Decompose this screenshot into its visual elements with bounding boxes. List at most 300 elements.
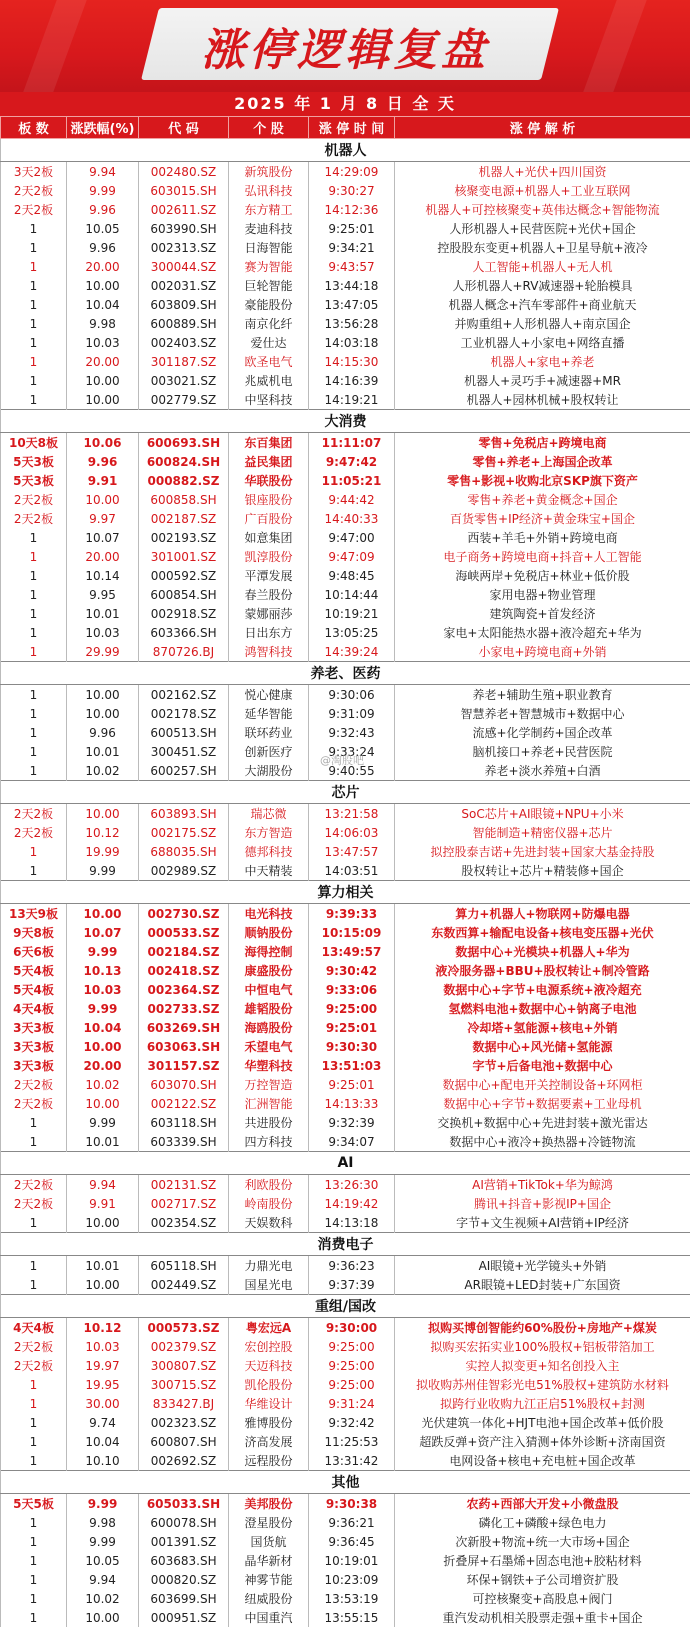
table-row[interactable] [1,471,690,490]
stock-name-cell: 平潭发展 [229,566,309,585]
stock-name-cell: 凯淳股份 [229,547,309,566]
limit-time-cell: 11:11:07 [309,433,395,453]
boards-cell: 3天3板 [1,1037,67,1056]
section-header [1,1152,690,1175]
stock-name-cell: 豪能股份 [229,295,309,314]
limit-time-cell: 14:19:42 [309,1194,395,1213]
table-row[interactable] [1,1608,690,1627]
table-row[interactable] [1,980,690,999]
analysis-cell: 机器人+光伏+四川国资 [395,162,690,182]
boards-cell: 1 [1,528,67,547]
limit-time-cell: 9:25:00 [309,1375,395,1394]
change-cell: 10.04 [67,1432,139,1451]
boards-cell: 1 [1,1113,67,1132]
section-title: 重组/国改 [1,1295,690,1318]
table-row[interactable] [1,1589,690,1608]
boards-cell: 4天4板 [1,1318,67,1338]
section-header [1,410,690,433]
boards-cell: 1 [1,685,67,705]
limit-time-cell: 9:32:42 [309,1413,395,1432]
title-banner [0,0,690,92]
code-cell: 002918.SZ [139,604,229,623]
stock-name-cell: 海得控制 [229,942,309,961]
code-cell: 002364.SZ [139,980,229,999]
table-row[interactable] [1,1413,690,1432]
stock-name-cell: 东方智造 [229,823,309,842]
change-cell: 20.00 [67,352,139,371]
table-row[interactable] [1,1532,690,1551]
limit-time-cell: 9:39:33 [309,904,395,924]
change-cell: 10.05 [67,219,139,238]
boards-cell: 1 [1,1513,67,1532]
code-cell: 603063.SH [139,1037,229,1056]
table-row[interactable] [1,276,690,295]
limit-time-cell: 9:44:42 [309,490,395,509]
table-row[interactable] [1,1194,690,1213]
analysis-cell: 小家电+跨境电商+外销 [395,642,690,662]
limit-time-cell: 13:53:19 [309,1589,395,1608]
boards-cell: 1 [1,1132,67,1152]
table-row[interactable] [1,1494,690,1514]
stock-name-cell: 南京化纤 [229,314,309,333]
stock-name-cell: 国星光电 [229,1275,309,1295]
change-cell: 10.00 [67,276,139,295]
limit-time-cell: 9:25:00 [309,999,395,1018]
table-row[interactable] [1,1394,690,1413]
table-row[interactable] [1,371,690,390]
table-row[interactable] [1,238,690,257]
analysis-cell: 拟购买宏拓实业100%股权+铝板带箔加工 [395,1337,690,1356]
code-cell: 002178.SZ [139,704,229,723]
boards-cell: 1 [1,257,67,276]
table-row[interactable] [1,566,690,585]
limit-time-cell: 9:36:45 [309,1532,395,1551]
table-row[interactable] [1,314,690,333]
code-cell: 002989.SZ [139,861,229,881]
table-row[interactable] [1,704,690,723]
table-row[interactable] [1,1018,690,1037]
analysis-cell: 磷化工+磷酸+绿色电力 [395,1513,690,1532]
stock-name-cell: 澄星股份 [229,1513,309,1532]
stock-name-cell: 国货航 [229,1532,309,1551]
boards-cell: 1 [1,566,67,585]
boards-cell: 1 [1,761,67,781]
change-cell: 10.00 [67,390,139,410]
boards-cell: 2天2板 [1,490,67,509]
boards-cell: 1 [1,604,67,623]
boards-cell: 1 [1,1432,67,1451]
analysis-cell: 电子商务+跨境电商+抖音+人工智能 [395,547,690,566]
change-cell: 9.99 [67,861,139,881]
analysis-cell: AI营销+TikTok+华为鲸鸿 [395,1175,690,1195]
boards-cell: 10天8板 [1,433,67,453]
code-cell: 600078.SH [139,1513,229,1532]
code-cell: 603893.SH [139,804,229,824]
stock-name-cell: 中国重汽 [229,1608,309,1627]
limit-time-cell: 10:15:09 [309,923,395,942]
table-row[interactable] [1,433,690,453]
analysis-cell: 字节+后备电池+数据中心 [395,1056,690,1075]
stock-name-cell: 汇洲智能 [229,1094,309,1113]
stock-name-cell: 神雾节能 [229,1570,309,1589]
table-row[interactable] [1,1037,690,1056]
code-cell: 603699.SH [139,1589,229,1608]
change-cell: 9.74 [67,1413,139,1432]
code-cell: 603683.SH [139,1551,229,1570]
boards-cell: 1 [1,1375,67,1394]
boards-cell: 1 [1,1256,67,1276]
boards-cell: 1 [1,1532,67,1551]
limit-time-cell: 13:31:42 [309,1451,395,1471]
change-cell: 10.00 [67,1094,139,1113]
table-row[interactable] [1,999,690,1018]
analysis-cell: 液冷服务器+BBU+股权转让+制冷管路 [395,961,690,980]
change-cell: 19.97 [67,1356,139,1375]
code-cell: 603070.SH [139,1075,229,1094]
analysis-cell: 氢燃料电池+数据中心+钠离子电池 [395,999,690,1018]
stock-name-cell: 瑞芯微 [229,804,309,824]
code-cell: 002313.SZ [139,238,229,257]
table-row[interactable] [1,723,690,742]
analysis-cell: 西装+羊毛+外销+跨境电商 [395,528,690,547]
analysis-cell: 冷却塔+氢能源+核电+外销 [395,1018,690,1037]
boards-cell: 2天2板 [1,1337,67,1356]
change-cell: 9.96 [67,200,139,219]
code-cell: 605118.SH [139,1256,229,1276]
analysis-cell: 养老+淡水养殖+白酒 [395,761,690,781]
table-row[interactable] [1,1337,690,1356]
header-row [1,117,690,139]
boards-cell: 1 [1,547,67,566]
table-row[interactable] [1,1094,690,1113]
header-analysis: 涨 停 解 析 [395,117,690,139]
boards-cell: 5天4板 [1,980,67,999]
change-cell: 10.12 [67,1318,139,1338]
code-cell: 301001.SZ [139,547,229,566]
table-row[interactable] [1,162,690,182]
boards-cell: 1 [1,314,67,333]
boards-cell: 2天2板 [1,1356,67,1375]
boards-cell: 3天3板 [1,1056,67,1075]
section-header [1,139,690,162]
analysis-cell: 家电+太阳能热水器+液冷超充+华为 [395,623,690,642]
header-code: 代 码 [139,117,229,139]
code-cell: 688035.SH [139,842,229,861]
stock-name-cell: 顺钠股份 [229,923,309,942]
limit-time-cell: 9:33:24 [309,742,395,761]
change-cell: 10.01 [67,1132,139,1152]
table-row[interactable] [1,1551,690,1570]
table-row[interactable] [1,181,690,200]
boards-cell: 2天2板 [1,1175,67,1195]
code-cell: 002730.SZ [139,904,229,924]
section-title: 大消费 [1,410,690,433]
table-row[interactable] [1,352,690,371]
change-cell: 9.99 [67,999,139,1018]
analysis-cell: 核聚变电源+机器人+工业互联网 [395,181,690,200]
limit-time-cell: 9:30:42 [309,961,395,980]
code-cell: 603015.SH [139,181,229,200]
table-row[interactable] [1,942,690,961]
stock-name-cell: 天娱数科 [229,1213,309,1233]
analysis-cell: 折叠屏+石墨烯+固态电池+胶粘材料 [395,1551,690,1570]
code-cell: 000820.SZ [139,1570,229,1589]
stock-name-cell: 中坚科技 [229,390,309,410]
limit-time-cell: 13:55:15 [309,1608,395,1627]
table-row[interactable] [1,257,690,276]
stock-name-cell: 济高发展 [229,1432,309,1451]
table-row[interactable] [1,1275,690,1295]
code-cell: 600824.SH [139,452,229,471]
table-row[interactable] [1,1113,690,1132]
change-cell: 10.01 [67,604,139,623]
analysis-cell: 零售+影视+收购北京SKP旗下资产 [395,471,690,490]
table-row[interactable] [1,390,690,410]
table-row[interactable] [1,1256,690,1276]
boards-cell: 1 [1,723,67,742]
stock-name-cell: 兆威机电 [229,371,309,390]
limit-time-cell: 9:30:27 [309,181,395,200]
code-cell: 600807.SH [139,1432,229,1451]
analysis-cell: 并购重组+人形机器人+南京国企 [395,314,690,333]
table-row[interactable] [1,804,690,824]
stock-name-cell: 雅博股份 [229,1413,309,1432]
boards-cell: 1 [1,1570,67,1589]
limit-time-cell: 13:26:30 [309,1175,395,1195]
stock-name-cell: 联环药业 [229,723,309,742]
table-row[interactable] [1,333,690,352]
table-row[interactable] [1,200,690,219]
change-cell: 9.99 [67,1532,139,1551]
table-row[interactable] [1,295,690,314]
analysis-cell: 零售+养老+黄金概念+国企 [395,490,690,509]
change-cell: 20.00 [67,547,139,566]
section-header [1,881,690,904]
limit-time-cell: 14:15:30 [309,352,395,371]
change-cell: 10.00 [67,1037,139,1056]
analysis-cell: 建筑陶瓷+首发经济 [395,604,690,623]
analysis-cell: SoC芯片+AI眼镜+NPU+小米 [395,804,690,824]
table-row[interactable] [1,490,690,509]
limit-time-cell: 14:13:33 [309,1094,395,1113]
code-cell: 000951.SZ [139,1608,229,1627]
section-header [1,662,690,685]
code-cell: 003021.SZ [139,371,229,390]
stock-name-cell: 东百集团 [229,433,309,453]
boards-cell: 1 [1,238,67,257]
table-row[interactable] [1,1451,690,1471]
code-cell: 002162.SZ [139,685,229,705]
page-title: 涨停逻辑复盘 [201,25,489,76]
code-cell: 000882.SZ [139,471,229,490]
change-cell: 9.98 [67,314,139,333]
code-cell: 300715.SZ [139,1375,229,1394]
change-cell: 10.07 [67,923,139,942]
change-cell: 10.04 [67,1018,139,1037]
code-cell: 870726.BJ [139,642,229,662]
analysis-cell: 零售+免税店+跨境电商 [395,433,690,453]
boards-cell: 2天2板 [1,1194,67,1213]
limit-time-cell: 9:48:45 [309,566,395,585]
limit-time-cell: 9:47:42 [309,452,395,471]
change-cell: 10.13 [67,961,139,980]
change-cell: 10.00 [67,1275,139,1295]
change-cell: 10.03 [67,1337,139,1356]
code-cell: 002449.SZ [139,1275,229,1295]
table-row[interactable] [1,842,690,861]
stock-name-cell: 日海智能 [229,238,309,257]
stock-name-cell: 华维设计 [229,1394,309,1413]
stock-name-cell: 纽威股份 [229,1589,309,1608]
change-cell: 10.04 [67,295,139,314]
boards-cell: 1 [1,1394,67,1413]
table-row[interactable] [1,642,690,662]
analysis-cell: 家用电器+物业管理 [395,585,690,604]
limit-time-cell: 14:39:24 [309,642,395,662]
code-cell: 002184.SZ [139,942,229,961]
table-row[interactable] [1,1213,690,1233]
table-row[interactable] [1,923,690,942]
table-row[interactable] [1,823,690,842]
code-cell: 001391.SZ [139,1532,229,1551]
limit-time-cell: 9:30:00 [309,1318,395,1338]
table-row[interactable] [1,1175,690,1195]
analysis-cell: 算力+机器人+物联网+防爆电器 [395,904,690,924]
boards-cell: 1 [1,585,67,604]
change-cell: 19.95 [67,1375,139,1394]
code-cell: 002779.SZ [139,390,229,410]
stock-name-cell: 爱仕达 [229,333,309,352]
stock-name-cell: 延华智能 [229,704,309,723]
stock-name-cell: 海鸥股份 [229,1018,309,1037]
change-cell: 29.99 [67,642,139,662]
boards-cell: 9天8板 [1,923,67,942]
limit-time-cell: 10:14:44 [309,585,395,604]
analysis-cell: 拟跨行业收购九江正启51%股权+封测 [395,1394,690,1413]
table-row[interactable] [1,861,690,881]
boards-cell: 1 [1,295,67,314]
table-row[interactable] [1,1432,690,1451]
boards-cell: 1 [1,1589,67,1608]
limit-time-cell: 9:25:00 [309,1356,395,1375]
limit-time-cell: 9:25:00 [309,1337,395,1356]
table-row[interactable] [1,219,690,238]
boards-cell: 5天3板 [1,471,67,490]
limit-time-cell: 9:25:01 [309,1075,395,1094]
code-cell: 002354.SZ [139,1213,229,1233]
stock-name-cell: 远程股份 [229,1451,309,1471]
table-row[interactable] [1,1570,690,1589]
code-cell: 002187.SZ [139,509,229,528]
change-cell: 10.00 [67,804,139,824]
table-row[interactable] [1,528,690,547]
code-cell: 600854.SH [139,585,229,604]
limit-time-cell: 14:03:18 [309,333,395,352]
stock-name-cell: 中天精装 [229,861,309,881]
table-row[interactable] [1,961,690,980]
boards-cell: 2天2板 [1,200,67,219]
code-cell: 002175.SZ [139,823,229,842]
code-cell: 002717.SZ [139,1194,229,1213]
change-cell: 10.02 [67,761,139,781]
change-cell: 9.99 [67,181,139,200]
boards-cell: 2天2板 [1,823,67,842]
stock-name-cell: 悦心健康 [229,685,309,705]
limit-time-cell: 11:05:21 [309,471,395,490]
change-cell: 10.02 [67,1589,139,1608]
change-cell: 10.00 [67,704,139,723]
limit-time-cell: 14:16:39 [309,371,395,390]
limit-time-cell: 9:43:57 [309,257,395,276]
table-row[interactable] [1,1056,690,1075]
code-cell: 600693.SH [139,433,229,453]
boards-cell: 2天2板 [1,1075,67,1094]
table-row[interactable] [1,685,690,705]
analysis-cell: 环保+钢铁+子公司增资扩股 [395,1570,690,1589]
stock-name-cell: 禾望电气 [229,1037,309,1056]
analysis-cell: AI眼镜+光学镜头+外销 [395,1256,690,1276]
table-row[interactable] [1,1318,690,1338]
limit-time-cell: 11:25:53 [309,1432,395,1451]
boards-cell: 3天2板 [1,162,67,182]
analysis-cell: 东数西算+输配电设备+核电变压器+光伏 [395,923,690,942]
code-cell: 603269.SH [139,1018,229,1037]
section-title: 算力相关 [1,881,690,904]
section-header [1,1295,690,1318]
stock-name-cell: 凯伦股份 [229,1375,309,1394]
table-row[interactable] [1,604,690,623]
boards-cell: 1 [1,1213,67,1233]
code-cell: 600257.SH [139,761,229,781]
code-cell: 605033.SH [139,1494,229,1514]
limit-time-cell: 9:34:21 [309,238,395,257]
stock-name-cell: 雄韬股份 [229,999,309,1018]
limit-time-cell: 14:06:03 [309,823,395,842]
change-cell: 10.00 [67,371,139,390]
limit-time-cell: 9:30:30 [309,1037,395,1056]
table-row[interactable] [1,904,690,924]
code-cell: 603118.SH [139,1113,229,1132]
table-row[interactable] [1,509,690,528]
table-row[interactable] [1,547,690,566]
analysis-cell: 腾讯+抖音+影视IP+国企 [395,1194,690,1213]
analysis-cell: 拟控股泰吉诺+先进封装+国家大基金持股 [395,842,690,861]
table-row[interactable] [1,1075,690,1094]
change-cell: 9.98 [67,1513,139,1532]
table-row[interactable] [1,585,690,604]
code-cell: 301157.SZ [139,1056,229,1075]
boards-cell: 1 [1,352,67,371]
analysis-cell: 零售+养老+上海国企改革 [395,452,690,471]
stock-name-cell: 创新医疗 [229,742,309,761]
table-row[interactable] [1,1375,690,1394]
stock-name-cell: 粤宏远A [229,1318,309,1338]
table-row[interactable] [1,1356,690,1375]
analysis-cell: 机器人+可控核聚变+英伟达概念+智能物流 [395,200,690,219]
stock-name-cell: 赛为智能 [229,257,309,276]
table-row[interactable] [1,1513,690,1532]
analysis-cell: 实控人拟变更+知名创投入主 [395,1356,690,1375]
stock-name-cell: 宏创控股 [229,1337,309,1356]
table-row[interactable] [1,623,690,642]
section-header [1,781,690,804]
table-row[interactable] [1,1132,690,1152]
code-cell: 600513.SH [139,723,229,742]
stock-name-cell: 天迈科技 [229,1356,309,1375]
code-cell: 833427.BJ [139,1394,229,1413]
boards-cell: 1 [1,1413,67,1432]
table-row[interactable] [1,452,690,471]
